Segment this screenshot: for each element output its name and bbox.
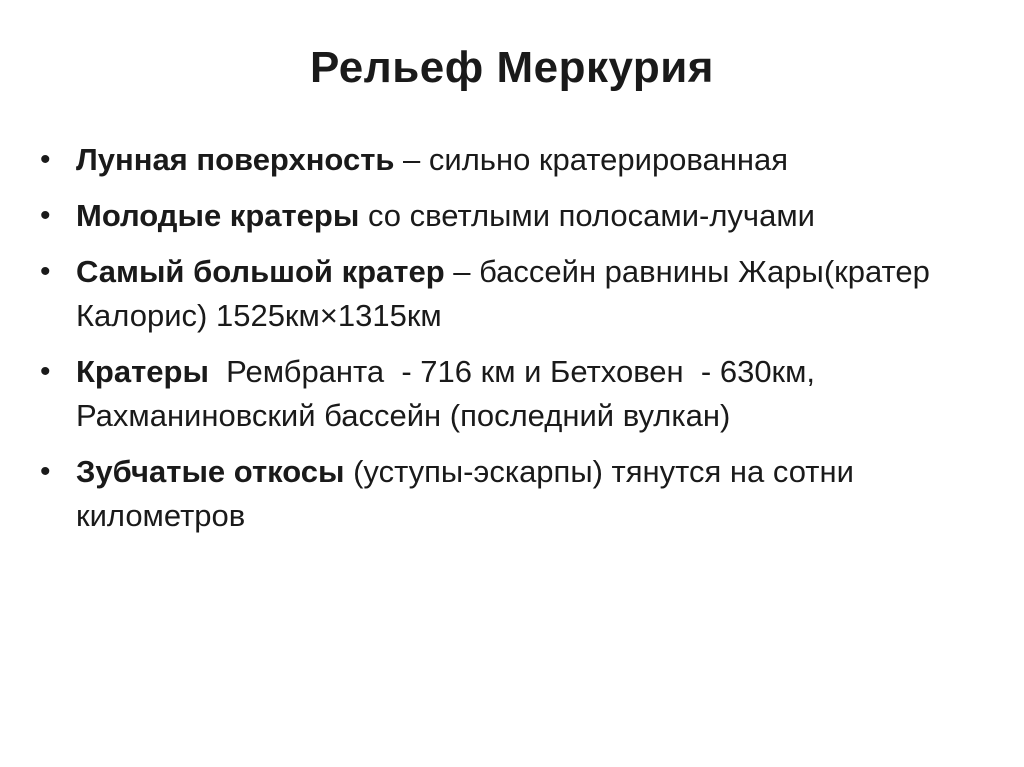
slide-title: Рельеф Меркурия bbox=[310, 43, 714, 92]
bullet-icon: • bbox=[40, 199, 51, 232]
bullet-text: со светлыми полосами-лучами bbox=[359, 198, 815, 233]
bullet-icon: • bbox=[40, 255, 51, 288]
bullet-icon: • bbox=[40, 355, 51, 388]
bullet-item-craters bbox=[40, 350, 940, 438]
bullet-item-young-craters bbox=[40, 194, 940, 238]
bullet-term: Кратеры bbox=[76, 354, 209, 389]
bullet-icon: • bbox=[40, 143, 51, 176]
bullet-text: – бассейн равнины Жары(кратер Калорис) 1525км×1315км bbox=[76, 254, 930, 333]
bullet-text: Рембранта - 716 км и Бетховен - 630км, Рахманиновский бассейн (последний вулкан) bbox=[76, 354, 824, 433]
bullet-item-scarps bbox=[40, 450, 940, 538]
bullet-term: Самый большой кратер bbox=[76, 254, 445, 289]
bullet-list bbox=[40, 138, 940, 550]
bullet-icon: • bbox=[40, 455, 51, 488]
bullet-term: Зубчатые откосы bbox=[76, 454, 345, 489]
bullet-term: Лунная поверхность bbox=[76, 142, 395, 177]
bullet-text: – сильно кратерированная bbox=[394, 142, 789, 177]
bullet-item-largest-crater bbox=[40, 250, 940, 338]
bullet-term: Молодые кратеры bbox=[76, 198, 360, 233]
bullet-text: (уступы-эскарпы) тянутся на сотни километров bbox=[76, 454, 854, 533]
bullet-item-lunar-surface bbox=[40, 138, 940, 182]
